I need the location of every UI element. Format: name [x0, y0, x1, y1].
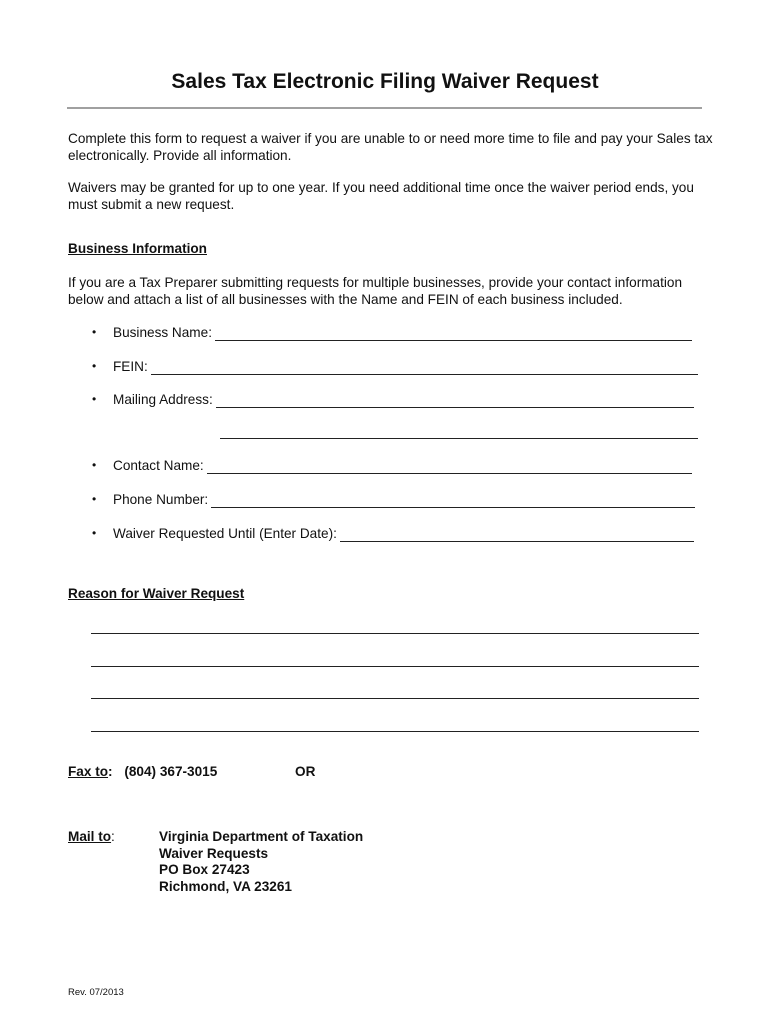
- business-instructions: If you are a Tax Preparer submitting requests for multiple businesses, provide your contact information below and attach a list of all businesses with the Name and FEIN of each business included.: [68, 275, 683, 307]
- phone-number-row: [92, 491, 695, 508]
- intro-paragraph: Complete this form to request a waiver if you are unable to or need more time to file and pay your Sales tax electronically. Provide all information.: [68, 131, 713, 163]
- phone-number-field[interactable]: [211, 493, 695, 508]
- waiver-until-row: [92, 525, 694, 542]
- mailing-address-label: Mailing Address:: [113, 392, 213, 407]
- mailing-address-field[interactable]: [216, 393, 694, 408]
- mailing-address-block: [159, 829, 363, 895]
- title-divider: [67, 107, 702, 109]
- fein-row: [92, 358, 698, 375]
- reason-line-3[interactable]: [91, 698, 699, 699]
- business-name-row: [92, 324, 692, 341]
- bullet: •: [92, 492, 97, 506]
- bullet: •: [92, 325, 97, 339]
- page-title: Sales Tax Electronic Filing Waiver Request: [171, 70, 599, 93]
- waiver-until-field[interactable]: [340, 527, 694, 542]
- address-line-2: Waiver Requests: [159, 845, 269, 861]
- business-info-heading: Business Information: [68, 241, 207, 256]
- waiver-note-paragraph: Waivers may be granted for up to one year. If you need additional time once the waiver period ends, you must submit a new request.: [68, 180, 694, 212]
- reason-line-2[interactable]: [91, 666, 699, 667]
- waiver-until-label: Waiver Requested Until (Enter Date):: [113, 526, 337, 541]
- revision-date: Rev. 07/2013: [68, 987, 124, 998]
- fein-label: FEIN:: [113, 359, 148, 374]
- mail-label: Mail to: [68, 829, 112, 844]
- fax-row: [68, 764, 217, 779]
- fax-label: Fax to: [68, 764, 109, 779]
- contact-name-label: Contact Name:: [113, 458, 204, 473]
- reason-line-1[interactable]: [91, 633, 699, 634]
- fax-number: (804) 367-3015: [124, 764, 218, 779]
- mailing-address-row: [92, 391, 694, 408]
- business-name-field[interactable]: [215, 326, 692, 341]
- bullet: •: [92, 458, 97, 472]
- mail-label-row: [68, 829, 115, 844]
- reason-line-4[interactable]: [91, 731, 699, 732]
- address-line-1: Virginia Department of Taxation: [159, 829, 364, 844]
- bullet: •: [92, 392, 97, 406]
- bullet: •: [92, 526, 97, 540]
- bullet: •: [92, 359, 97, 373]
- mail-colon: :: [111, 829, 115, 844]
- contact-name-field[interactable]: [207, 459, 692, 474]
- fax-colon: :: [108, 764, 113, 779]
- address-line-4: Richmond, VA 23261: [159, 878, 292, 894]
- reason-heading: Reason for Waiver Request: [68, 586, 245, 601]
- contact-name-row: [92, 457, 692, 474]
- or-text: OR: [295, 764, 316, 779]
- address-line-3: PO Box 27423: [159, 862, 250, 877]
- fein-field[interactable]: [151, 360, 698, 375]
- mailing-address-field-line-2[interactable]: [220, 438, 698, 439]
- business-name-label: Business Name:: [113, 325, 212, 340]
- phone-number-label: Phone Number:: [113, 492, 209, 507]
